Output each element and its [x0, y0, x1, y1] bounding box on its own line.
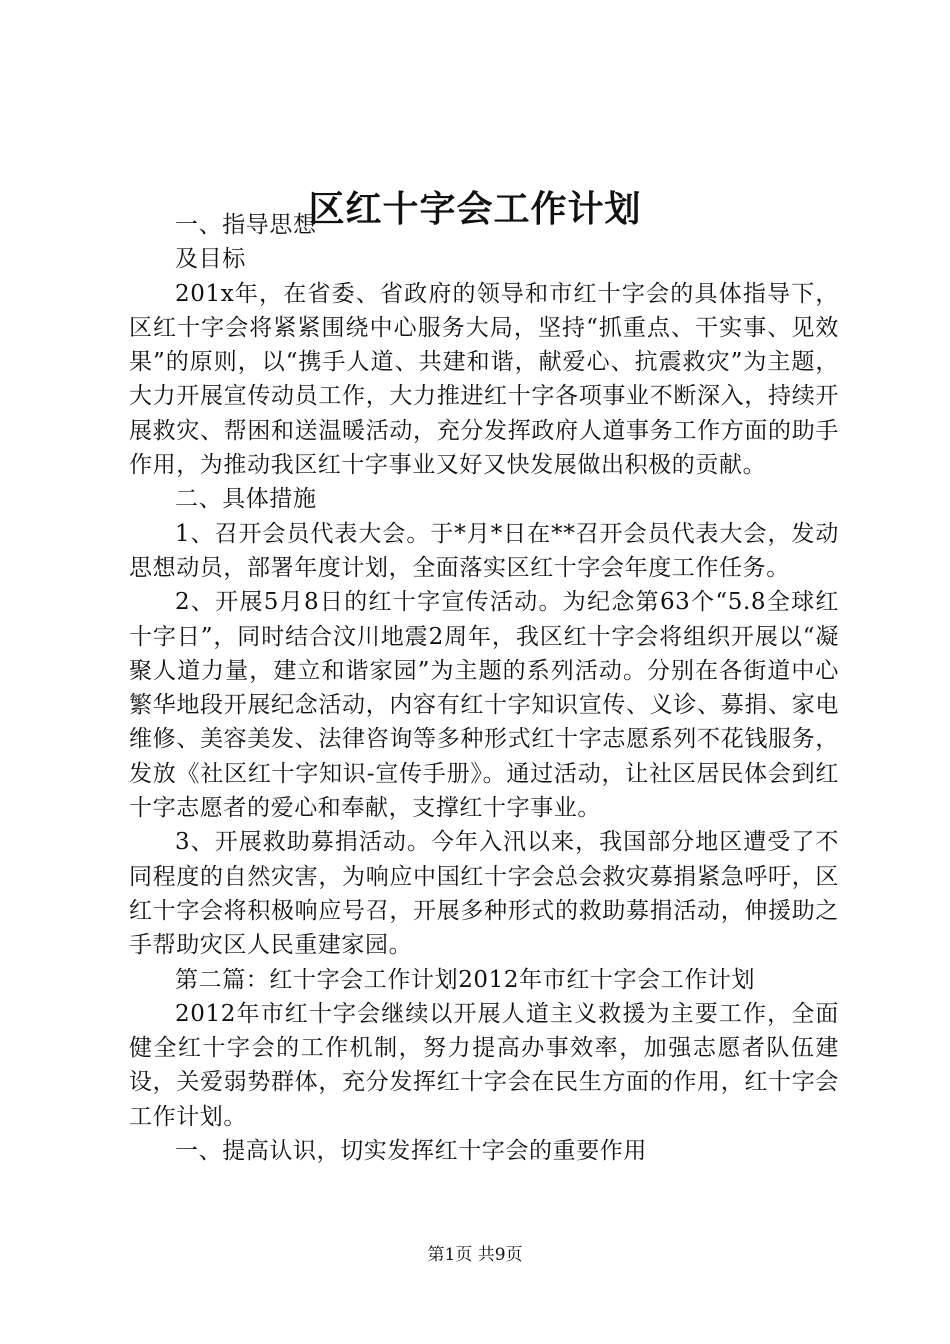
page-number-footer: 第1页 共9页 — [427, 1245, 523, 1265]
paragraph-measure-3: 3、开展救助募捐活动。今年入汛以来，我国部分地区遭受了不同程度的自然灾害，为响应中国红十字会总会救灾募捐紧急呼吁，区红十字会将积极响应号召，开展多种形式的救助募捐活动，伸援助之手帮助灾区人民重建家园。 — [129, 829, 839, 959]
document-title: 区红十字会工作计划 — [308, 188, 642, 230]
paragraph-measure-1: 1、召开会员代表大会。于*月*日在**召开会员代表大会，发动思想动员，部署年度计划，全面落实区红十字会年度工作任务。 — [129, 520, 839, 581]
section-heading-measures: 二、具体措施 — [175, 486, 317, 513]
paragraph-measure-2: 2、开展5月8日的红十字宣传活动。为纪念第63个“5.8全球红十字日”，同时结合汶川地震2周年，我区红十字会将组织开展以“凝聚人道力量，建立和谐家园”为主题的系列活动。分别在各街道中心繁华地段开展纪念活动，内容有红十字知识宣传、义诊、募捐、家电维修、美容美发、法律咨询等多种形式红十字志愿系列不花钱服务，发放《社区红十字知识-宣传手册》。通过活动，让社区居民体会到红十字志愿者的爱心和奉献，支撑红十字事业。 — [129, 589, 839, 822]
document-body — [129, 208, 839, 1168]
paragraph-2012-plan: 2012年市红十字会继续以开展人道主义救援为主要工作，全面健全红十字会的工作机制，努力提高办事效率，加强志愿者队伍建设，关爱弱势群体，充分发挥红十字会在民生方面的作用，红十字会工作计划。 — [129, 1000, 839, 1130]
section-heading-raise-awareness: 一、提高认识，切实发挥红十字会的重要作用 — [175, 1138, 647, 1165]
section-heading-guiding-ideology: 一、指导思想 — [175, 212, 317, 238]
section-heading-goals: 及目标 — [175, 246, 246, 273]
paragraph-overview: 201x年，在省委、省政府的领导和市红十字会的具体指导下，区红十字会将紧紧围绕中心服务大局，坚持“抓重点、干实事、见效果”的原则，以“携手人道、共建和谐，献爱心、抗震救灾”为主题，大力开展宣传动员工作，大力推进红十字各项事业不断深入，持续开展救灾、帮困和送温暖活动，充分发挥政府人道事务工作方面的助手作用，为推动我区红十字事业又好又快发展做出积极的贡献。 — [129, 280, 839, 479]
section-heading-part-two: 第二篇：红十字会工作计划2012年市红十字会工作计划 — [175, 966, 756, 993]
